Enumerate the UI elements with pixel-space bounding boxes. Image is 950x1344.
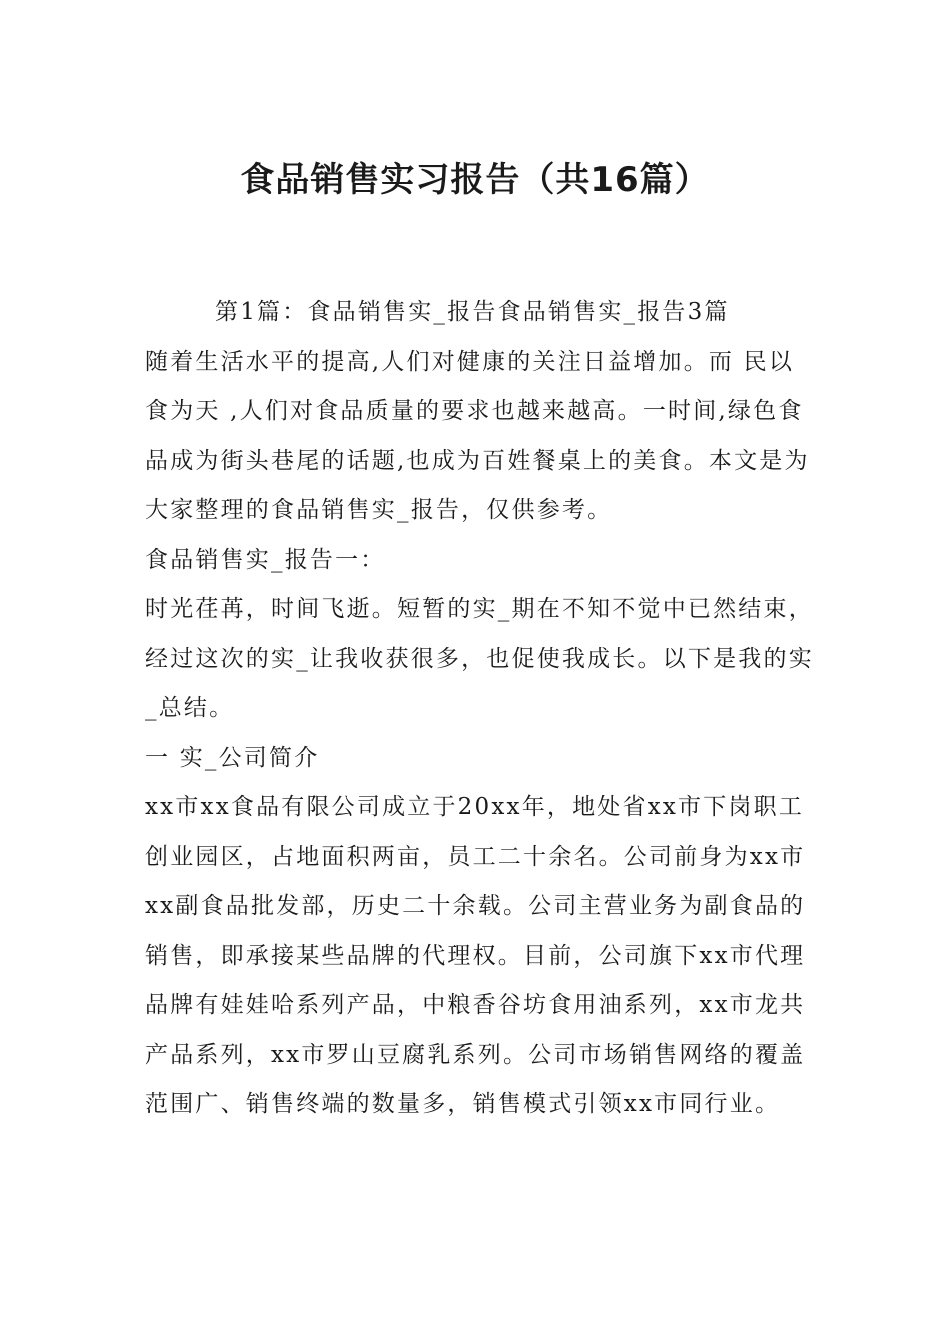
chapter-heading: 第1篇：食品销售实_报告食品销售实_报告3篇 xyxy=(215,299,730,325)
company-intro-paragraph: xx市xx食品有限公司成立于20xx年，地处省xx市下岗职工创业园区，占地面积两亩，员工二十余名。公司前身为xx市xx副食品批发部，历史二十余载。公司主营业务为副食品的销售，即承接某些品牌的代理权。目前，公司旗下xx市代理品牌有娃娃哈系列产品，中粮香谷坊食用油系列，xx市龙共产品系列，xx市罗山豆腐乳系列。公司市场销售网络的覆盖范围广、销售终端的数量多，销售模式引领xx市同行业。 xyxy=(145,794,806,1117)
document-body xyxy=(145,288,815,1130)
opening-paragraph: 时光荏苒，时间飞逝。短暂的实_期在不知不觉中已然结束，经过这次的实_让我收获很多，也促使我成长。以下是我的实_总结。 xyxy=(145,596,814,721)
intro-paragraph: 随着生活水平的提高,人们对健康的关注日益增加。而 民以食为天 ,人们对食品质量的要求也越来越高。一时间,绿色食品成为街头巷尾的话题,也成为百姓餐桌上的美食。本文是为大家整理的食品销售实_报告，仅供参考。 xyxy=(145,348,810,523)
report-one-label: 食品销售实_报告一： xyxy=(145,546,386,573)
section-one-heading: 一 实_公司简介 xyxy=(145,744,320,771)
document-title: 食品销售实习报告（共16篇） xyxy=(240,160,710,200)
